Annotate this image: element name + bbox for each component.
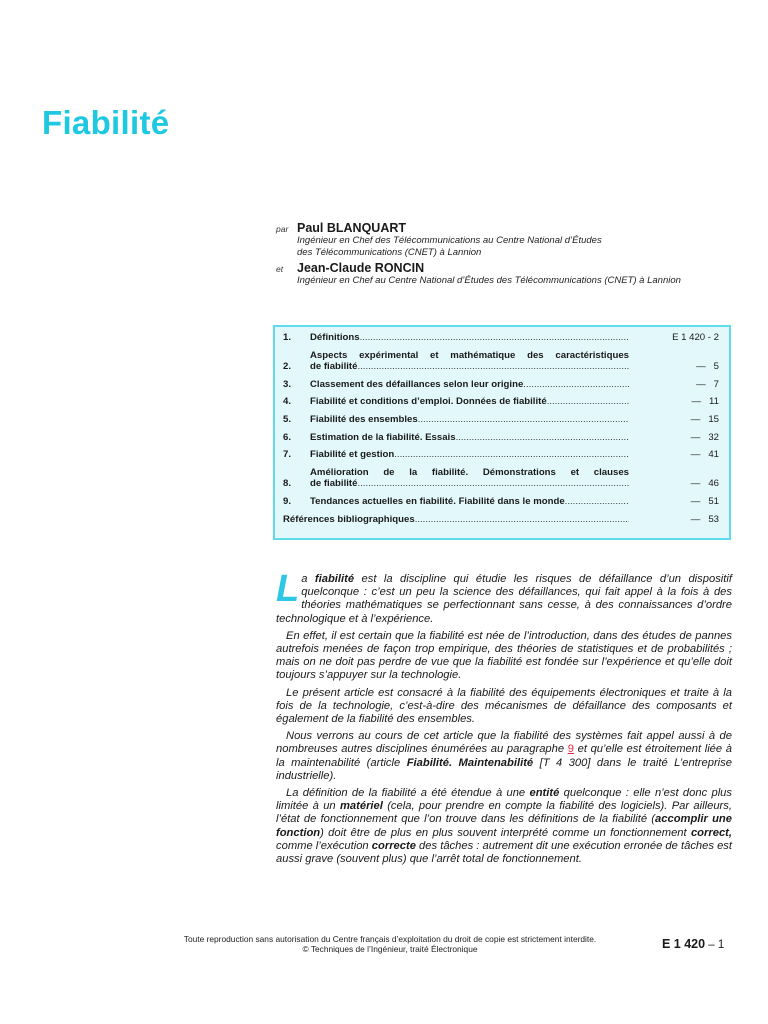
toc-page-number: — 15 (690, 414, 719, 426)
toc-entry-title: Fiabilité des ensembles ..... (310, 414, 629, 425)
copyright-line: Toute reproduction sans autorisation du Centre français d’exploitation du droit de copie est strictement interdite. (183, 934, 597, 944)
toc-entry-title: Amélioration de la fiabilité. Démonstrations et clauses de fiabilité ..... (310, 467, 629, 490)
paragraph-5: La définition de la fiabilité a été étendue à une entité quelconque : elle n’est donc plus limitée à un matériel (cela, pour prendre en compte la fiabilité des logiciels). Par ailleurs, l’état de fonctionnement que l’on trouve dans les définitions de la fiabilité (accomplir une fonction) doit être de plus en plus souvent interprété comme un fonctionnement correct, comme l’exécution correcte des tâches : autrement dit une exécution erronée de tâches est aussi grave (souvent plus) que l’arrêt total de fonctionnement. (276, 787, 732, 866)
document-title: Fiabilité (42, 104, 170, 141)
toc-number: 2. (283, 360, 292, 372)
toc-row[interactable] (283, 496, 719, 507)
copyright-footer (140, 934, 640, 954)
toc-entry-title: Estimation de la fiabilité. Essais ..... (310, 432, 629, 443)
paragraph-3: Le présent article est consacré à la fiabilité des équipements électroniques et traite à la fois de la technologie, c’est-à-dire des mécanismes de défaillance des composants et également de la fiabilité des ensembles. (276, 686, 732, 726)
toc-page-number: — 5 (696, 360, 719, 372)
toc-row[interactable] (283, 432, 719, 443)
author-name-2: Jean-Claude RONCIN (297, 261, 425, 275)
toc-entry-title: Fiabilité et gestion ..... (310, 449, 629, 460)
toc-entry-title: Tendances actuelles en fiabilité. Fiabilité dans le monde ..... (310, 496, 629, 507)
author-affiliation-1a: Ingénieur en Chef des Télécommunications au Centre National d’Études (297, 235, 602, 246)
table-of-contents (273, 325, 731, 540)
author-name-1: Paul BLANQUART (297, 221, 407, 235)
section-reference-link[interactable]: 9 (567, 743, 574, 756)
toc-number: 6. (283, 431, 292, 443)
drop-cap: L (276, 568, 300, 610)
toc-number: 1. (283, 332, 292, 343)
toc-number: 5. (283, 414, 292, 426)
authors-block (276, 221, 746, 287)
toc-page-number: — 7 (696, 378, 719, 390)
toc-page-number: — 11 (691, 396, 719, 408)
author-affiliation-2: Ingénieur en Chef au Centre National d’Études des Télécommunications (CNET) à Lannion (297, 275, 681, 286)
toc-number: 4. (283, 396, 292, 408)
toc-entry-title: Classement des défaillances selon leur origine ..... (310, 379, 629, 390)
toc-number: 9. (283, 496, 292, 508)
toc-row[interactable] (283, 332, 719, 343)
publisher-line: © Techniques de l’Ingénieur, traité Électronique (302, 944, 478, 954)
toc-page-number: — 46 (690, 478, 719, 490)
author-prefix: par (276, 224, 289, 234)
toc-page-number: — 51 (690, 496, 719, 508)
toc-row[interactable] (283, 396, 719, 407)
toc-row[interactable] (283, 350, 719, 373)
toc-entry-title: Références bibliographiques ..... (283, 514, 629, 525)
paragraph-1: La fiabilité est la discipline qui étudie les risques de défaillance d’un dispositif quelconque : c’est un peu la science des défaillances, qui fait appel à la fois à des théories mathématiques se perfectionnant sans cesse, à des connaissances d’ordre technologique et à l’expérience. (276, 568, 732, 625)
paragraph-4: Nous verrons au cours de cet article que la fiabilité des systèmes fait appel aussi à de nombreuses autres disciplines énumérées au paragraphe 9 et qu’elle est étroitement liée à la maintenabilité (article Fiabilité. Maintenabilité [T 4 300] dans le traité L’entreprise industrielle). (276, 730, 732, 782)
toc-page-number: — 41 (690, 449, 719, 461)
author-prefix: et (276, 264, 284, 274)
toc-row[interactable] (283, 449, 719, 460)
article-body (276, 568, 732, 870)
toc-entry-title: Fiabilité et conditions d’emploi. Données de fiabilité ..... (310, 396, 629, 407)
toc-entry-title: Définitions ..... (310, 332, 629, 343)
toc-entry-title: Aspects expérimental et mathématique des caractéristiques de fiabilité ..... (310, 350, 629, 373)
toc-page-number: — 53 (690, 513, 719, 525)
toc-row[interactable] (283, 414, 719, 425)
toc-row[interactable] (283, 379, 719, 390)
toc-number: 8. (283, 478, 292, 490)
toc-number: 3. (283, 378, 292, 390)
author-affiliation-1b: des Télécommunications (CNET) à Lannion (297, 246, 482, 258)
author-line-1 (276, 221, 746, 235)
paragraph-2: En effet, il est certain que la fiabilité est née de l’introduction, dans des études de pannes autrefois menées de façon trop empirique, des théories de statistiques et de probabilités ; mais on ne doit pas perdre de vue que la fiabilité est fondée sur l’expérience et qu’elle doit toujours s’appuyer sur la technologie. (276, 629, 732, 682)
toc-row[interactable] (283, 467, 719, 490)
toc-page-number: E 1 420 - 2 (672, 332, 719, 343)
page-code: E 1 420 – 1 (662, 937, 725, 951)
toc-page-number: — 32 (690, 431, 719, 443)
toc-row[interactable] (283, 514, 719, 525)
toc-number: 7. (283, 449, 292, 461)
author-line-2 (276, 261, 746, 275)
